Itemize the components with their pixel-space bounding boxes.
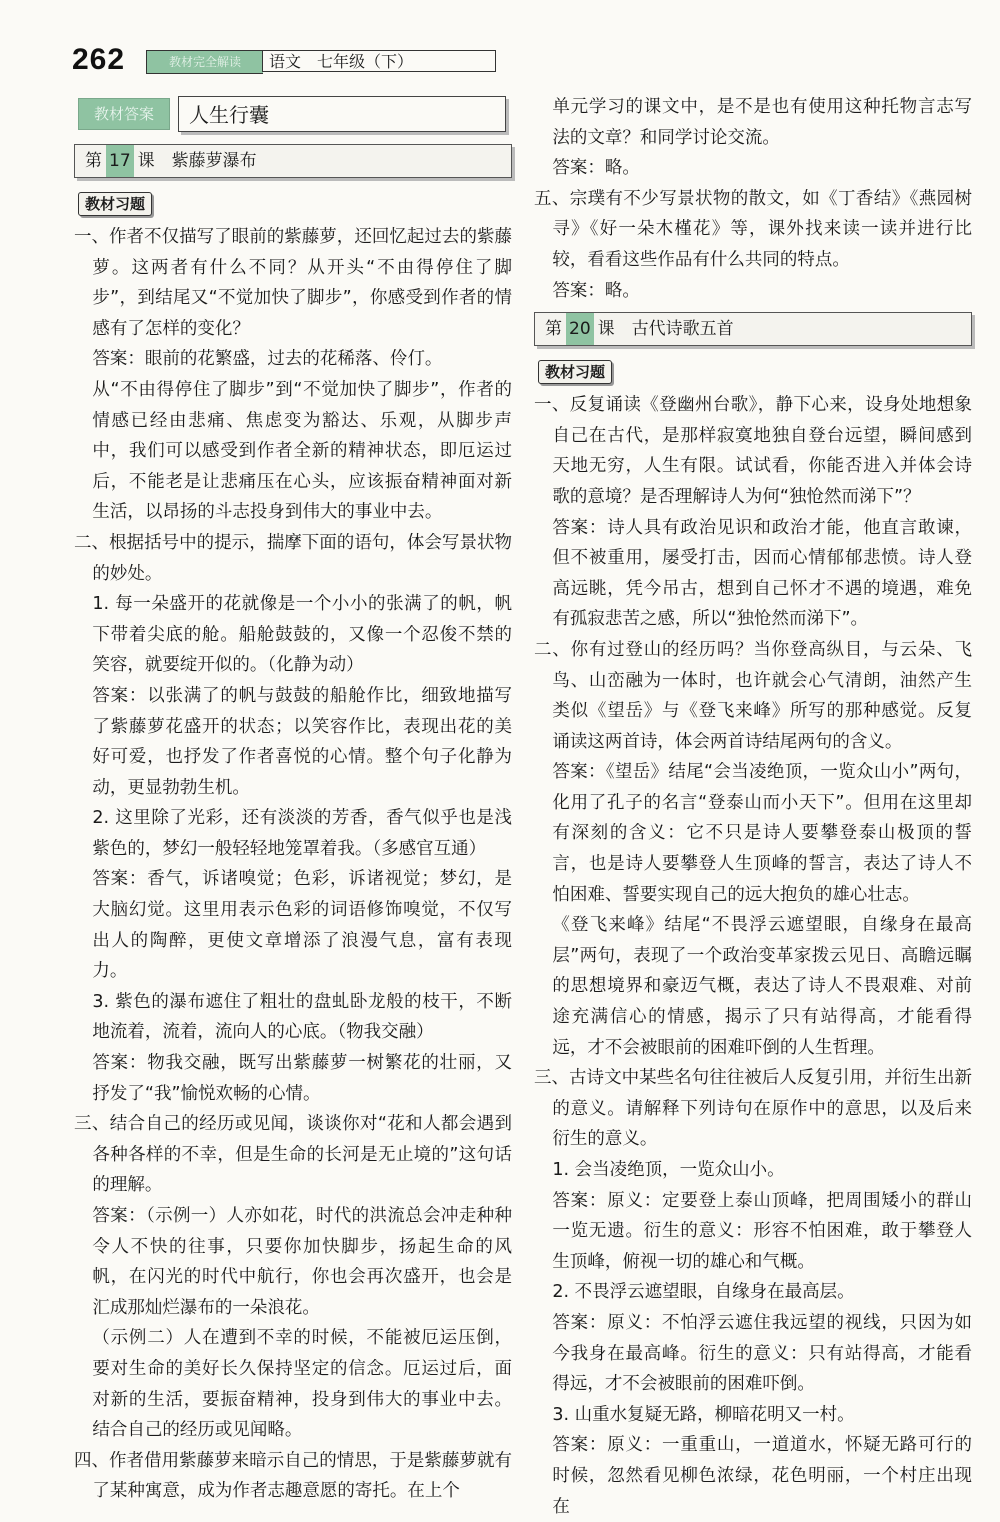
answer-paragraph: 答案：原义：一重重山，一道道水，怀疑无路可行的时候，忽然看见柳色浓绿，花色明丽，一个村庄出现在: [552, 1435, 972, 1517]
subject-label: 语文 七年级（下）: [262, 50, 496, 72]
answer-paragraph: 答案：《望岳》结尾“会当凌绝顶，一览众山小”两句，化用了孔子的名言“登泰山而小天下”。但用在这里却有深刻的含义：它不只是诗人要攀登泰山极顶的誓言，也是诗人要攀登人生顶峰的誓言，表达了诗人不怕困难、誓要实现自己的远大抱负的雄心壮志。: [552, 762, 972, 905]
answer-paragraph: 2. 这里除了光彩，还有淡淡的芳香，香气似乎也是浅紫色的，梦幻一般轻轻地笼罩着我。（多感官互通）: [92, 808, 512, 859]
question-paragraph: 三、结合自己的经历或见闻，谈谈你对“花和人都会遇到各种各样的不幸，但是生命的长河是无止境的”这句话的理解。: [74, 1114, 512, 1196]
answer-paragraph: 从“不由得停住了脚步”到“不觉加快了脚步”，作者的情感已经由悲痛、焦虑变为豁达、乐观，从脚步声中，我们可以感受到作者全新的精神状态，即厄运过后，不能老是让悲痛压在心头，应该振奋精神面对新生活，以昂扬的斗志投身到伟大的事业中去。: [92, 379, 512, 523]
unit-title: 人生行囊: [178, 96, 506, 132]
question-paragraph: 三、古诗文中某些名句往往被后人反复引用，并衍生出新的意义。请解释下列诗句在原作中的意思，以及后来衍生的意义。: [534, 1068, 972, 1150]
question-paragraph: 二、根据括号中的提示，揣摩下面的语句，体会写景状物的妙处。: [74, 532, 512, 584]
unit-tag: 教材答案: [78, 98, 170, 130]
answer-paragraph: （示例二）人在遭到不幸的时候，不能被厄运压倒，要对生命的美好长久保持坚定的信念。厄运过后，面对新的生活，要振奋精神，投身到伟大的事业中去。结合自己的经历或见闻略。: [92, 1328, 512, 1441]
answer-paragraph: 单元学习的课文中，是不是也有使用这种托物言志写法的文章？和同学讨论交流。: [552, 97, 972, 148]
answer-paragraph: 答案：诗人具有政治见识和政治才能，他直言敢谏，但不被重用，屡受打击，因而心情郁郁悲愤。诗人登高远眺，凭今吊古，想到自己怀才不遇的境遇，难免有孤寂悲苦之感，所以“独怆然而涕下”。: [552, 517, 972, 630]
right-column: [534, 92, 972, 1522]
lesson-20-title: [534, 312, 972, 346]
lesson-17-title: [74, 144, 512, 178]
question-paragraph: 一、作者不仅描写了眼前的紫藤萝，还回忆起过去的紫藤萝。这两者有什么不同？从开头“不由得停住了脚步”，到结尾又“不觉加快了脚步”，你感受到作者的情感有了怎样的变化？: [74, 227, 512, 339]
answer-paragraph: 答案：略。: [552, 158, 640, 179]
answer-paragraph: 3. 山重水复疑无路，柳暗花明又一村。: [552, 1404, 855, 1425]
lesson-name: 课 紫藤萝瀑布: [137, 151, 257, 171]
answer-paragraph: 3. 紫色的瀑布遮住了粗壮的盘虬卧龙般的枝干，不断地流着，流着，流向人的心底。（物我交融）: [92, 991, 512, 1043]
answer-paragraph: 答案：物我交融，既写出紫藤萝一树繁花的壮丽，又抒发了“我”愉悦欢畅的心情。: [92, 1053, 512, 1104]
answer-paragraph: 《登飞来峰》结尾“不畏浮云遮望眼，自缘身在最高层”两句，表现了一个政治变革家拨云见日、高瞻远瞩的思想境界和豪迈气概，表达了诗人不畏艰难、对前途充满信心的情感，揭示了只有站得高，才能看得远，才不会被眼前的困难吓倒的人生哲理。: [552, 915, 972, 1058]
answer-paragraph: 答案：原义：定要登上泰山顶峰，把周围矮小的群山一览无遗。衍生的意义：形容不怕困难，敢于攀登人生顶峰，俯视一切的雄心和气概。: [552, 1190, 972, 1272]
left-column: [74, 96, 512, 1507]
lesson-number: 20: [566, 313, 594, 345]
answer-paragraph: 1. 会当凌绝顶，一览众山小。: [552, 1160, 785, 1180]
unit-header: [74, 96, 512, 136]
answer-paragraph: 答案：略。: [552, 280, 640, 301]
question-paragraph: 二、你有过登山的经历吗？当你登高纵目，与云朵、飞鸟、山峦融为一体时，也许就会心气清朗，油然产生类似《望岳》与《登飞来峰》所写的那种感觉。反复诵读这两首诗，体会两首诗结尾两句的含义。: [534, 639, 972, 752]
question-paragraph: 一、反复诵读《登幽州台歌》，静下心来，设身处地想象自己在古代，是那样寂寞地独自登台远望，瞬间感到天地无穷，人生有限。试试看，你能否进入并体会诗歌的意境？是否理解诗人为何“独怆然而涕下”？: [534, 395, 972, 507]
answer-paragraph: 1. 每一朵盛开的花就像是一个小小的张满了的帆，帆下带着尖底的舱。船舱鼓鼓的，又像一个忍俊不禁的笑容，就要绽开似的。（化静为动）: [92, 594, 512, 676]
lesson-prefix: 第: [85, 151, 102, 171]
answer-paragraph: 答案：香气，诉诸嗅觉；色彩，诉诸视觉；梦幻，是大脑幻觉。这里用表示色彩的词语修饰嗅觉，不仅写出人的陶醉，更使文章增添了浪漫气息，富有表现力。: [92, 869, 512, 982]
page-header: [72, 40, 432, 80]
question-paragraph: 四、作者借用紫藤萝来暗示自己的情思，于是紫藤萝就有了某种寓意，成为作者志趣意愿的寄托。在上个: [74, 1450, 512, 1502]
left-text-body: [74, 222, 512, 1507]
right-text-body: [534, 390, 972, 1522]
answer-paragraph: 答案：眼前的花繁盛，过去的花稀落、伶仃。: [92, 349, 443, 370]
page-number: 262: [72, 43, 126, 76]
answer-paragraph: 2. 不畏浮云遮望眼，自缘身在最高层。: [552, 1282, 855, 1303]
right-text-continued: [534, 92, 972, 306]
answer-paragraph: 答案：以张满了的帆与鼓鼓的船舱作比，细致地描写了紫藤萝花盛开的状态；以笑容作比，表现出花的美好可爱，也抒发了作者喜悦的心情。整个句子化静为动，更显勃勃生机。: [92, 685, 512, 798]
exercise-tag: 教材习题: [78, 192, 152, 216]
series-label: 教材完全解读: [146, 50, 263, 74]
lesson-prefix: 第: [545, 319, 562, 340]
exercise-tag: 教材习题: [538, 360, 612, 384]
question-paragraph: 五、宗璞有不少写景状物的散文，如《丁香结》《燕园树寻》《好一朵木槿花》等，课外找来读一读并进行比较，看看这些作品有什么共同的特点。: [534, 188, 972, 270]
answer-paragraph: 答案：原义：不怕浮云遮住我远望的视线，只因为如今我身在最高峰。衍生的意义：只有站得高，才能看得远，才不会被眼前的困难吓倒。: [552, 1312, 972, 1395]
lesson-number: 17: [106, 145, 134, 177]
lesson-name: 课 古代诗歌五首: [597, 319, 734, 340]
answer-paragraph: 答案：（示例一）人亦如花，时代的洪流总会冲走种种令人不快的往事，只要你加快脚步，扬起生命的风帆，在闪光的时代中航行，你也会再次盛开，也会是汇成那灿烂瀑布的一朵浪花。: [92, 1206, 512, 1318]
